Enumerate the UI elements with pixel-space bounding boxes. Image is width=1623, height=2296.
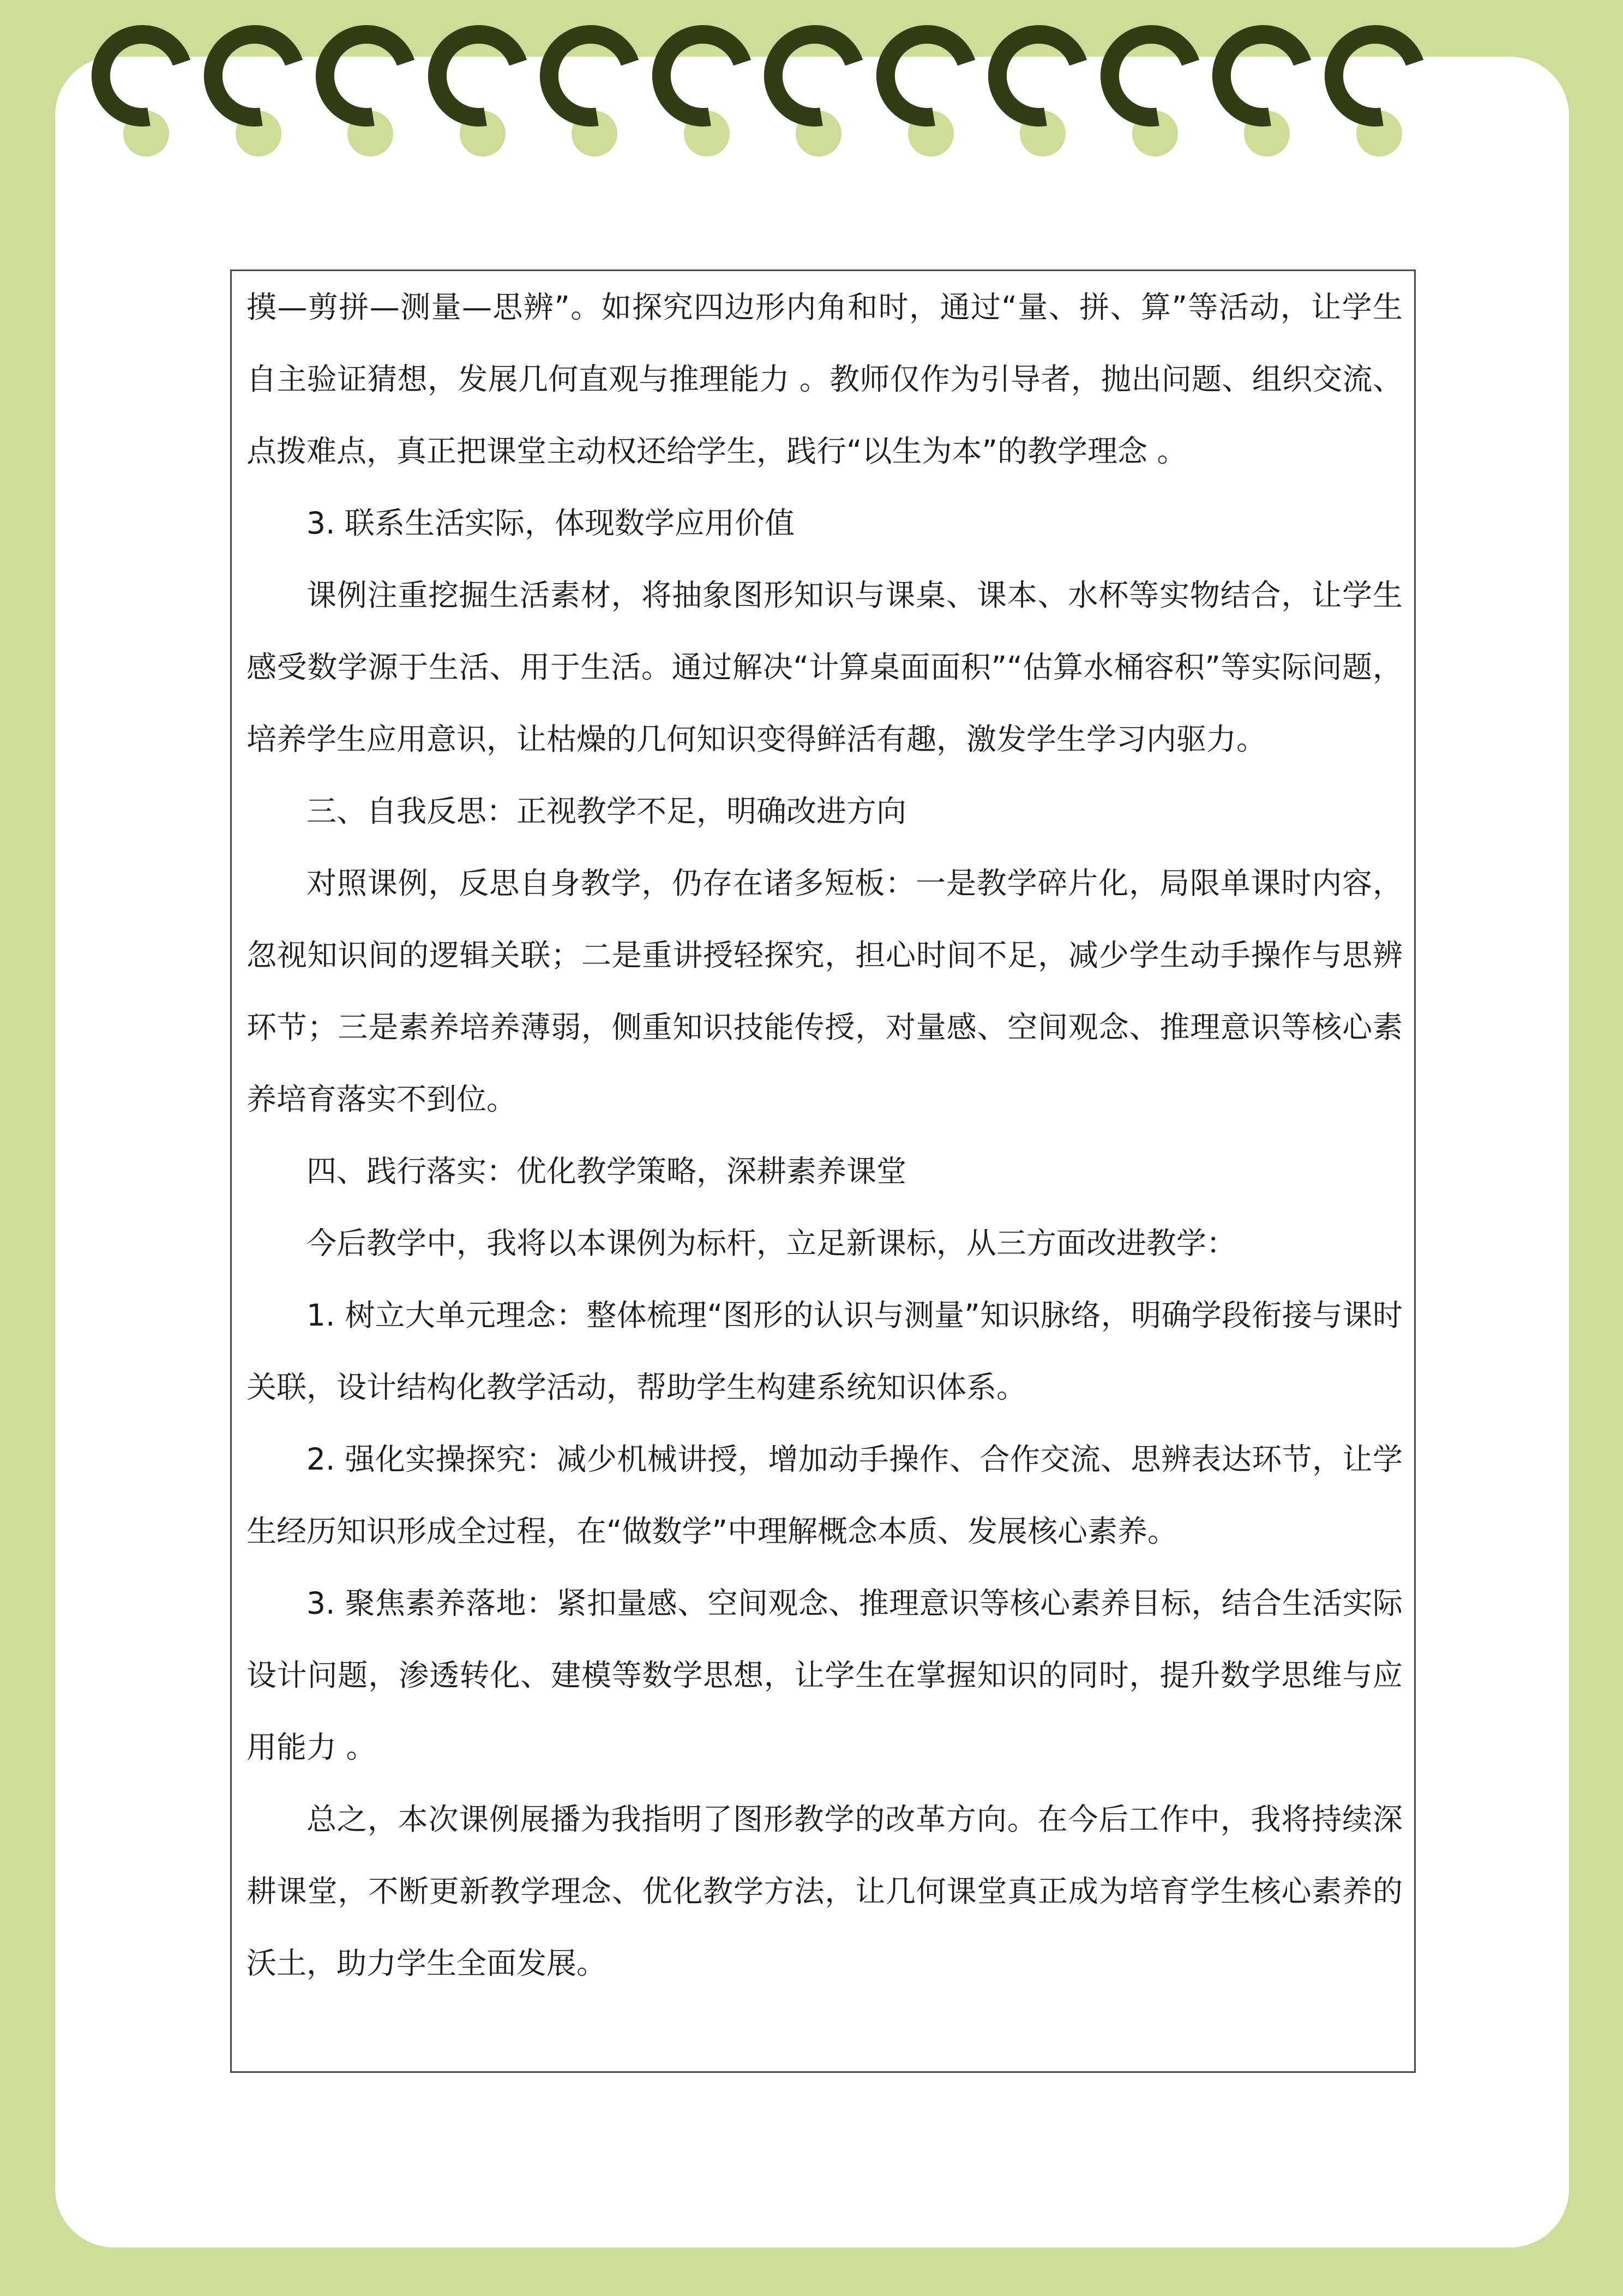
- list-item: 3. 聚焦素养落地：紧扣量感、空间观念、推理意识等核心素养目标，结合生活实际设计问题，渗透转化、建模等数学思想，让学生在掌握知识的同时，提升数学思维与应用能力 。: [247, 1586, 1403, 1765]
- paragraph: 课例注重挖掘生活素材，将抽象图形知识与课桌、课本、水杯等实物结合，让学生感受数学源于生活、用于生活。通过解决“计算桌面面积”“估算水桶容积”等实际问题，培养学生应用意识，让枯燥的几何知识变得鲜活有趣，激发学生学习内驱力。: [247, 578, 1403, 757]
- paragraph: 摸—剪拼—测量—思辨”。如探究四边形内角和时，通过“量、拼、算”等活动，让学生自主验证猜想，发展几何直观与推理能力 。教师仅作为引导者，抛出问题、组织交流、点拨难点，真正把课堂主动权还给学生，践行“以生为本”的教学理念 。: [247, 290, 1403, 469]
- section-heading: 四、践行落实：优化教学策略，深耕素养课堂: [306, 1154, 907, 1189]
- paragraph: 今后教学中，我将以本课例为标杆，立足新课标，从三方面改进教学：: [306, 1226, 1237, 1261]
- binder-rings: [0, 0, 1623, 164]
- section-heading: 三、自我反思：正视教学不足，明确改进方向: [306, 794, 907, 829]
- binder-ring-icon: [1297, 0, 1461, 164]
- list-item: 1. 树立大单元理念：整体梳理“图形的认识与测量”知识脉络，明确学段衔接与课时关联，设计结构化教学活动，帮助学生构建系统知识体系。: [247, 1298, 1403, 1405]
- paragraph: 对照课例，反思自身教学，仍存在诸多短板：一是教学碎片化，局限单课时内容，忽视知识间的逻辑关联；二是重讲授轻探究，担心时间不足，减少学生动手操作与思辨环节；三是素养培养薄弱，侧重知识技能传授，对量感、空间观念、推理意识等核心素养培育落实不到位。: [247, 866, 1403, 1117]
- paragraph: 总之，本次课例展播为我指明了图形教学的改革方向。在今后工作中，我将持续深耕课堂，不断更新教学理念、优化教学方法，让几何课堂真正成为培育学生核心素养的沃土，助力学生全面发展。: [247, 1802, 1403, 1981]
- document-text-box: [230, 269, 1416, 2073]
- section-heading: 3. 联系生活实际，体现数学应用价值: [306, 506, 795, 541]
- list-item: 2. 强化实操探究：减少机械讲授，增加动手操作、合作交流、思辨表达环节，让学生经历知识形成全过程，在“做数学”中理解概念本质、发展核心素养。: [247, 1442, 1403, 1549]
- document-body: [247, 271, 1403, 1999]
